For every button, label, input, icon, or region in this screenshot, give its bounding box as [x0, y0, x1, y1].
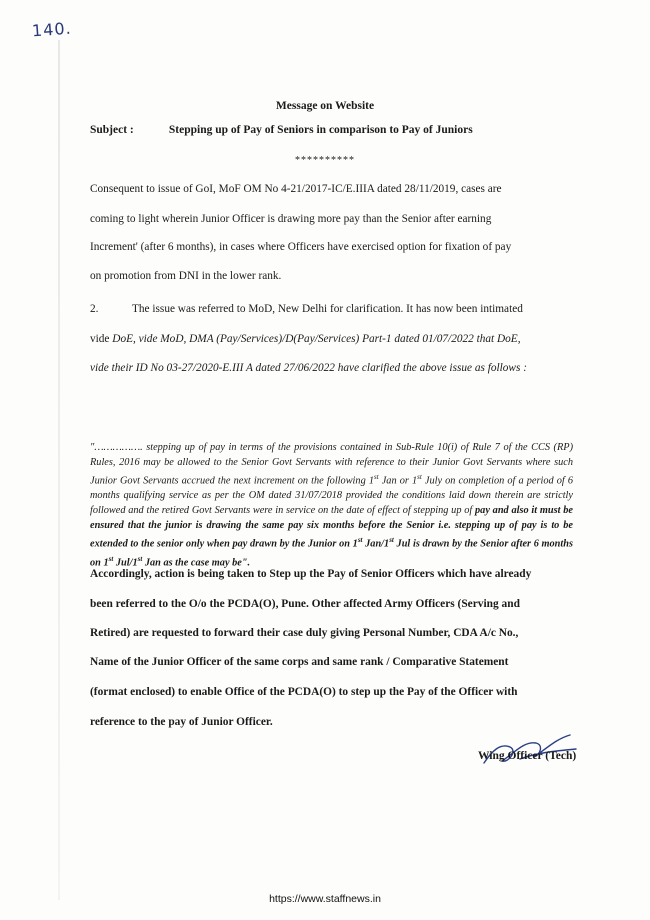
para3-line: reference to the pay of Junior Officer. — [90, 716, 273, 728]
quote-sup: st — [108, 554, 114, 563]
quote-bold: Jan/1 — [362, 538, 390, 550]
document-heading: Message on Website — [275, 100, 375, 112]
quote-bold: Jan as the case may be". — [142, 557, 251, 569]
quote-bold: Jul/1 — [113, 557, 138, 569]
subject-label: Subject : — [90, 124, 134, 136]
para2-line3: vide their ID No 03-27/2020-E.III A dated 27/06/2022 have clarified the above issue as follows : — [90, 362, 527, 374]
quote-bold: pay and also it must be ensured that the junior is drawing the same pay six months before the Senior i.e. stepping up of pay is to be extended to the senior only when pay drawn by the Junior on 1 — [90, 505, 573, 550]
para1-line: coming to light wherein Junior Officer is drawing more pay than the Senior after earning — [90, 213, 492, 225]
quote-bold: Jul is drawn by the Senior after 6 months on 1 — [90, 538, 574, 569]
para3-line: Name of the Junior Officer of the same corps and same rank / Comparative Statement — [90, 656, 509, 668]
para1-line: Consequent to issue of GoI, MoF OM No 4-21/2017-IC/E.IIIA dated 28/11/2019, cases are — [90, 183, 502, 195]
quote-sup: st — [417, 473, 422, 481]
para2-line2-prefix: vide — [90, 333, 113, 345]
handwritten-page-number: 140. — [31, 18, 73, 41]
quote-text: July on completion of a period of 6 months qualifying service as per the OM dated 31/07/2018 provided the conditions laid down therein are strictly followed and the retired Govt Servants were in service on the date of effect of stepping up of — [90, 475, 573, 517]
scan-edge-shadow — [58, 40, 60, 900]
para2-line — [90, 303, 523, 315]
footer-url: https://www.staffnews.in — [269, 893, 381, 905]
para2-line — [90, 333, 521, 345]
separator-stars: ********** — [295, 155, 355, 166]
para2-number: 2. — [90, 303, 99, 315]
para2-line1: The issue was referred to MoD, New Delhi for clarification. It has now been intimated — [132, 303, 523, 315]
quote-sup: st — [137, 554, 143, 563]
para3-line: Accordingly, action is being taken to Step up the Pay of Senior Officers which have already — [90, 568, 532, 580]
signatory-title: Wing Officer (Tech) — [478, 750, 577, 762]
quoted-clarification — [90, 440, 573, 570]
quote-sup: st — [357, 536, 363, 545]
subject-line — [90, 124, 473, 136]
subject-text: Stepping up of Pay of Seniors in comparison to Pay of Juniors — [168, 124, 473, 136]
quote-text: Jan or 1 — [378, 475, 418, 487]
para3-line: (format enclosed) to enable Office of the PCDA(O) to step up the Pay of the Officer with — [90, 686, 518, 698]
para2-line2-italic: DoE, vide MoD, DMA (Pay/Services)/D(Pay/Services) Part-1 dated 01/07/2022 that DoE, — [112, 333, 521, 345]
para3-line: been referred to the O/o the PCDA(O), Pune. Other affected Army Officers (Serving and — [90, 598, 520, 610]
quote-sup: st — [389, 536, 394, 545]
quote-text: "……………. stepping up of pay in terms of the provisions contained in Sub-Rule 10(i) of Rule 7 of the CCS (RP) Rules, 2016 may be allowed to the Senior Govt Servants with reference to their Junior Govt Servants where such Junior Govt Servants accrued the next increment on the following 1 — [90, 442, 573, 487]
para1-line: Increment' (after 6 months), in cases where Officers have exercised option for fixation of pay — [90, 241, 512, 253]
para1-line: on promotion from DNI in the lower rank. — [90, 270, 282, 282]
para3-line: Retired) are requested to forward their case duly giving Personal Number, CDA A/c No., — [90, 627, 519, 639]
quote-sup: st — [373, 473, 379, 481]
